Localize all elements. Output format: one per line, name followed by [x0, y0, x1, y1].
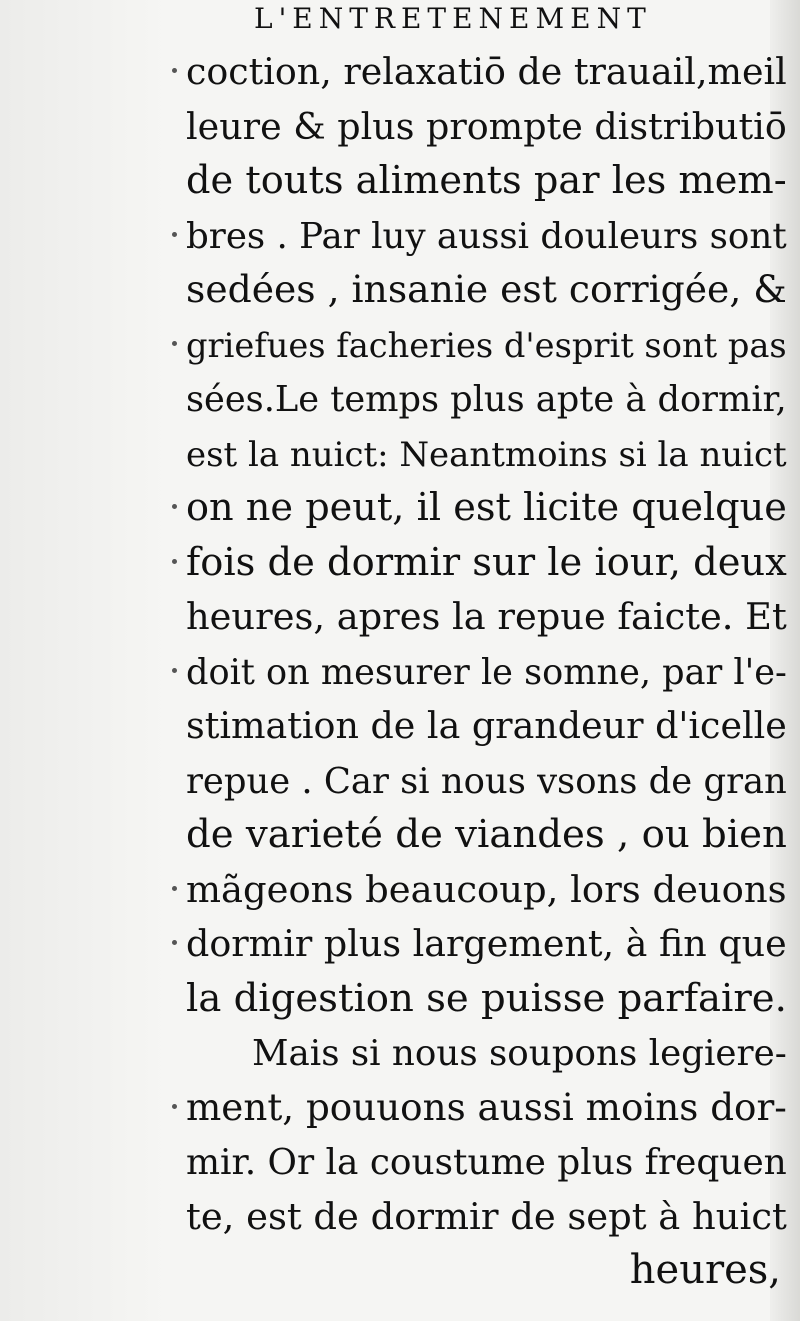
text-line — [186, 753, 791, 808]
line-text: griefues facheries d'esprit sont pas — [186, 325, 787, 365]
margin-mark — [172, 68, 177, 73]
line-text: stimation de la grandeur d'icelle — [186, 704, 787, 747]
text-line — [186, 1189, 791, 1244]
text-line — [186, 1134, 791, 1189]
line-text: repue . Car si nous vsons de gran — [186, 760, 787, 802]
line-text: mãgeons beaucoup, lors deuons — [186, 867, 787, 911]
text-line — [186, 535, 791, 590]
line-text: leure & plus prompte distributiō — [186, 104, 787, 148]
line-text: dormir plus largement, à fin que — [186, 922, 787, 965]
margin-mark — [172, 940, 177, 945]
text-line — [186, 44, 791, 99]
page-margin-shade — [0, 0, 170, 1321]
running-head: L'ENTRETENEMENT — [254, 2, 652, 35]
line-text: on ne peut, il est licite quelque — [186, 486, 787, 530]
line-text: doit on mesurer le somne, par l'e- — [186, 651, 787, 693]
text-line — [186, 317, 791, 372]
line-text: de touts aliments par les mem- — [186, 158, 787, 203]
text-line — [186, 589, 791, 644]
line-text: heures, apres la repue faicte. Et — [186, 595, 787, 638]
line-text: te, est de dormir de sept à huict — [186, 1194, 787, 1238]
text-block — [186, 44, 791, 1298]
line-text: la digestion se puisse parfaire. — [186, 975, 787, 1021]
text-line — [186, 262, 791, 317]
line-text: Mais si nous soupons legiere- — [252, 1033, 787, 1074]
text-line — [186, 862, 791, 917]
line-text: bres . Par luy aussi douleurs sont — [186, 215, 787, 257]
text-line — [186, 807, 791, 862]
line-text: sedées , insanie est corrigée, & — [186, 267, 787, 311]
line-text: mir. Or la coustume plus frequen — [186, 1142, 787, 1183]
catchword-text: heures, — [629, 1247, 781, 1293]
margin-mark — [172, 559, 177, 564]
text-line — [186, 971, 791, 1026]
margin-mark — [172, 1104, 177, 1109]
catchword — [186, 1243, 791, 1298]
line-text: de varieté de viandes , ou bien — [186, 812, 787, 857]
text-line — [186, 916, 791, 971]
line-text: fois de dormir sur le iour, deux — [186, 539, 787, 585]
text-line — [186, 208, 791, 263]
text-line — [186, 698, 791, 753]
text-line — [186, 426, 791, 481]
text-line-paragraph-start — [186, 1025, 791, 1080]
margin-mark — [172, 504, 177, 509]
margin-mark — [172, 341, 177, 346]
text-line — [186, 480, 791, 535]
line-text: ment, pouuons aussi moins dor- — [186, 1084, 787, 1129]
line-text: sées.Le temps plus apte à dormir, — [186, 379, 787, 420]
text-line — [186, 1080, 791, 1135]
text-line — [186, 153, 791, 208]
margin-mark — [172, 886, 177, 891]
margin-mark — [172, 668, 177, 673]
text-line — [186, 99, 791, 154]
margin-mark — [172, 232, 177, 237]
text-line — [186, 371, 791, 426]
text-line — [186, 644, 791, 699]
line-text: coction, relaxatiō de trauail,meil — [186, 50, 787, 93]
line-text: est la nuict: Neantmoins si la nuict — [186, 434, 787, 475]
